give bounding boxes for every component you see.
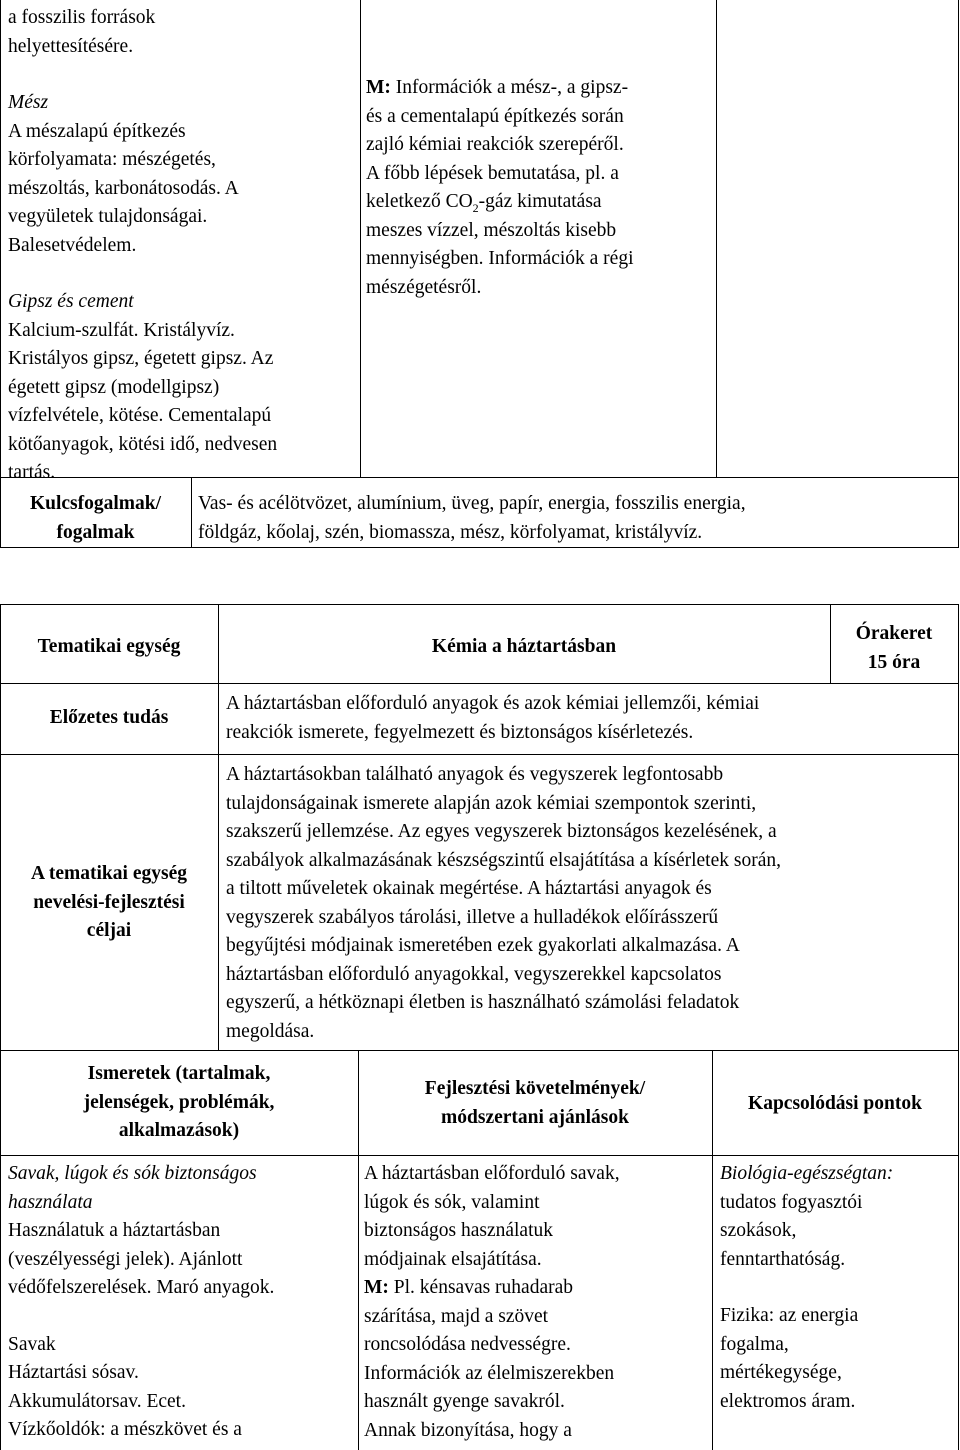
kulcs-divider [191,478,192,548]
header-ismeretek: Ismeretek (tartalmak, jelenségek, problémák, alkalmazások) [83,1063,275,1141]
method-text-a: Információk a mész-, a gipsz- és a cementalapú építkezés során zajló kémiai reakciók szerepéről. A főbb lépések bemutatása, pl. a keletkező CO [366,77,629,212]
tematikai-title: Kémia a háztartásban [431,636,617,657]
tematikai-label: Tematikai egység [37,636,181,657]
elozetes-text: A háztartásban előforduló anyagok és azok kémiai jellemzői, kémiai reakciók ismerete, fegyelmezett és biztonságos kísérletezés. [226,693,760,743]
header-kapcsolodasi: Kapcsolódási pontok [748,1093,922,1114]
header-ismeretek-cell [0,1060,358,1146]
ismeretek-text2: Savak Háztartási sósav. Akkumulátorsav. Ecet. Vízkőoldók: a mészkövet és a [8,1333,242,1440]
orakeret-label: Órakeret [855,623,933,644]
mesz-heading: Mész [8,92,49,113]
mesz-text: A mészalapú építkezés körfolyamata: mészégetés, mészoltás, karbonátosodás. A vegyületek tulajdonságai. Balesetvédelem. [8,120,239,256]
celjai-label: A tematikai egység nevelési-fejlesztési céljai [31,863,187,941]
header-fejlesztesi: Fejlesztési követelmények/ módszertani ajánlások [424,1078,646,1128]
elozetes-label: Előzetes tudás [49,707,169,728]
celjai-text: A háztartásokban található anyagok és vegyszerek legfontosabb tulajdonságainak ismerete alapján azok kémiai szempontok szerinti, szakszerű jellemzése. Az egyes vegyszerek biztonságos kezelésének, a szabályok alkalmazásának készségszintű elsajátítása a kísérletek során, a tiltott műveletek okainak megértése. A háztartási anyagok és vegyszerek szabályos tárolási, illetve a hulladékok előírásszerű begyűjtési módjainak ismeretében ezek gyakorlati alkalmazása. A háztartásban előforduló anyagokkal, vegyszerekkel kapcsolatos egyszerű, a hétköznapi életben is használható számolási feladatok megoldása. [226,764,781,1042]
kulcs-label-cell [0,490,191,547]
elozetes-label-cell [0,704,218,733]
kapcsolodasi-bio-label: Biológia-egészségtan: [720,1163,894,1184]
fejlesztesi-text1: A háztartásban előforduló savak, lúgok és sók, valamint biztonságos használatuk módjainak elsajátítása. [364,1163,620,1270]
unit-row3-bottom [0,1050,959,1051]
unit-right-border [958,604,959,1450]
top-col1-divider [360,0,361,478]
fejlesztesi-m-label: M: [364,1277,389,1298]
co2-subscript: 2 [472,200,479,215]
content-cell [8,4,358,488]
kulcs-text-cell [198,490,958,547]
ismeretek-heading: Savak, lúgok és sók biztonságos használata [8,1163,257,1213]
celjai-text-cell [226,761,954,1046]
kapcsolodasi-fiz-text: Fizika: az energia fogalma, mértékegysége, elektromos áram. [720,1305,859,1412]
ismeretek-cell [8,1160,356,1445]
method-text [366,74,714,302]
unit-row1-bottom [0,683,959,684]
top-col2-divider [716,0,717,478]
header-fejlesztesi-cell [358,1075,712,1132]
fejlesztesi-cell [364,1160,710,1445]
tematikai-label-cell [0,633,218,662]
elozetes-text-cell [226,690,954,747]
kulcs-text: Vas- és acélötvözet, alumínium, üveg, papír, energia, fosszilis energia, földgáz, kőolaj, szén, biomassza, mész, körfolyamat, kristályvíz. [198,493,746,543]
kapcsolodasi-bio-text: tudatos fogyasztói szokások, fenntarthatóság. [720,1191,863,1270]
top-right-border [958,0,959,548]
method-m-label: M: [366,77,391,98]
method-text-b: -gáz kimutatása meszes vízzel, mészoltás kisebb mennyiségben. Információk a régi mészégetésről. [366,191,634,298]
kapcsolodasi-cell [720,1160,956,1416]
tematikai-title-cell [218,633,830,662]
top-table-bottom-border [0,547,959,548]
top-left-border [0,0,1,548]
unit-header-bottom [0,1155,959,1156]
fejlesztesi-text2-wrap [364,1274,710,1445]
unit-top-border [0,604,959,605]
orakeret-cell [830,620,958,677]
kulcs-label: Kulcsfogalmak/ fogalmak [29,493,162,543]
unit-label-divider [218,604,219,1050]
celjai-label-cell [0,860,218,946]
gipsz-text: Kalcium-szulfát. Kristályvíz. Kristályos gipsz, égetett gipsz. Az égetett gipsz (modellgipsz) vízfelvétele, kötése. Cementalapú kötőanyagok, kötési idő, nedvesen tartás. [8,319,278,483]
fejlesztesi-text2: Pl. kénsavas ruhadarab szárítása, majd a szövet roncsolódása nedvességre. Információk az élelmiszerekben használt gyenge savakról. Annak bizonyítása, hogy a [364,1277,615,1441]
gipsz-heading: Gipsz és cement [8,291,134,312]
method-cell [366,74,714,302]
intro-text: a fosszilis források helyettesítésére. [8,7,156,57]
header-kapcsolodasi-cell [712,1090,958,1119]
unit-row2-bottom [0,754,959,755]
ismeretek-text1: Használatuk a háztartásban (veszélyességi jelek). Ajánlott védőfelszerelések. Maró anyagok. [8,1220,275,1298]
orakeret-value: 15 óra [867,651,921,673]
